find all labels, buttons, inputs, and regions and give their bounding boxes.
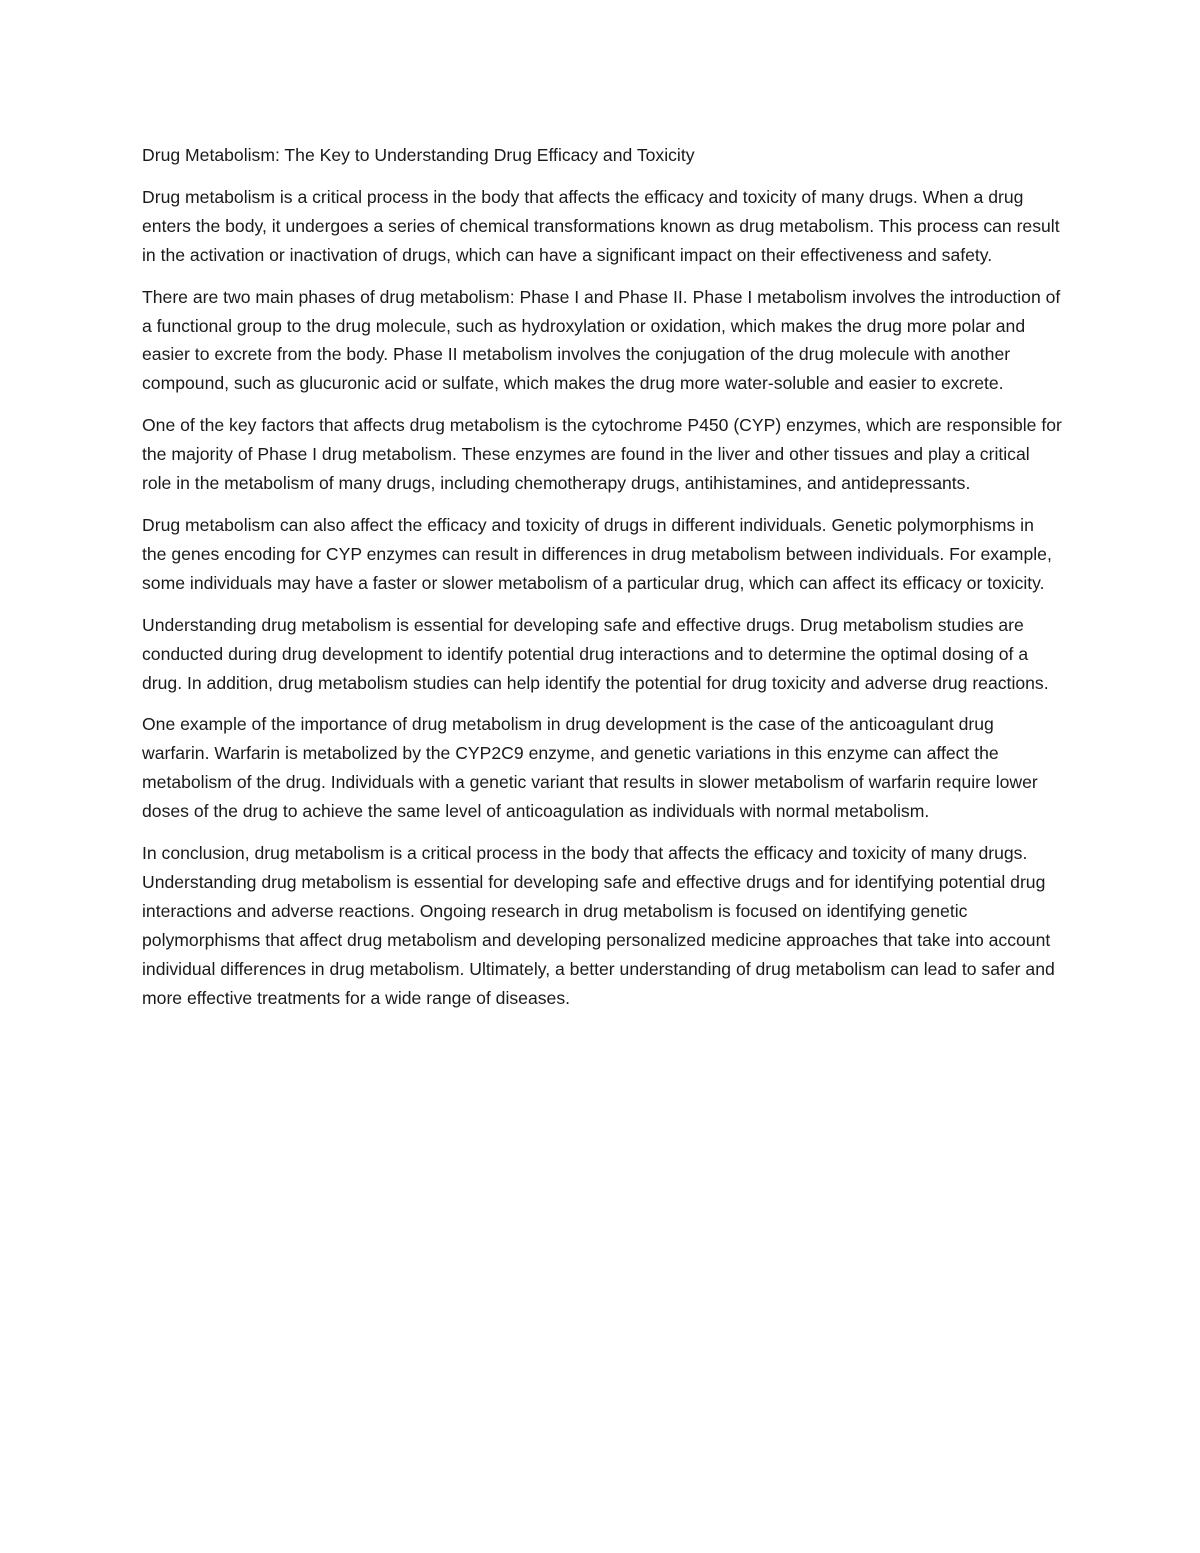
document-title: Drug Metabolism: The Key to Understanding Drug Efficacy and Toxicity [142, 145, 695, 165]
paragraph-conclusion: In conclusion, drug metabolism is a critical process in the body that affects the efficacy and toxicity of many drugs. Understanding drug metabolism is essential for developing safe and effective drugs and for identifying potential drug interactions and adverse reactions. Ongoing research in drug metabolism is focused on identifying genetic polymorphisms that affect drug metabolism and developing personalized medicine approaches that take into account individual differences in drug metabolism. Ultimately, a better understanding of drug metabolism can lead to safer and more effective treatments for a wide range of diseases. [142, 843, 1055, 1008]
document-body [142, 141, 1062, 1025]
paragraph-cyp-enzymes: One of the key factors that affects drug metabolism is the cytochrome P450 (CYP) enzymes, which are responsible for the majority of Phase I drug metabolism. These enzymes are found in the liver and other tissues and play a critical role in the metabolism of many drugs, including chemotherapy drugs, antihistamines, and antidepressants. [142, 415, 1062, 494]
paragraph-warfarin-example: One example of the importance of drug metabolism in drug development is the case of the anticoagulant drug warfarin. Warfarin is metabolized by the CYP2C9 enzyme, and genetic variations in this enzyme can affect the metabolism of the drug. Individuals with a genetic variant that results in slower metabolism of warfarin require lower doses of the drug to achieve the same level of anticoagulation as individuals with normal metabolism. [142, 714, 1038, 822]
paragraph-individual-differences: Drug metabolism can also affect the efficacy and toxicity of drugs in different individuals. Genetic polymorphisms in the genes encoding for CYP enzymes can result in differences in drug metabolism between individuals. For example, some individuals may have a faster or slower metabolism of a particular drug, which can affect its efficacy or toxicity. [142, 514, 1052, 593]
paragraph-intro: Drug metabolism is a critical process in the body that affects the efficacy and toxicity of many drugs. When a drug enters the body, it undergoes a series of chemical transformations known as drug metabolism. This process can result in the activation or inactivation of drugs, which can have a significant impact on their effectiveness and safety. [142, 186, 1060, 265]
paragraph-phases: There are two main phases of drug metabolism: Phase I and Phase II. Phase I metabolism involves the introduction of a functional group to the drug molecule, such as hydroxylation or oxidation, which makes the drug more polar and easier to excrete from the body. Phase II metabolism involves the conjugation of the drug molecule with another compound, such as glucuronic acid or sulfate, which makes the drug more water-soluble and easier to excrete. [142, 286, 1061, 394]
paragraph-drug-development: Understanding drug metabolism is essential for developing safe and effective drugs. Drug metabolism studies are conducted during drug development to identify potential drug interactions and to determine the optimal dosing of a drug. In addition, drug metabolism studies can help identify the potential for drug toxicity and adverse drug reactions. [142, 614, 1049, 693]
